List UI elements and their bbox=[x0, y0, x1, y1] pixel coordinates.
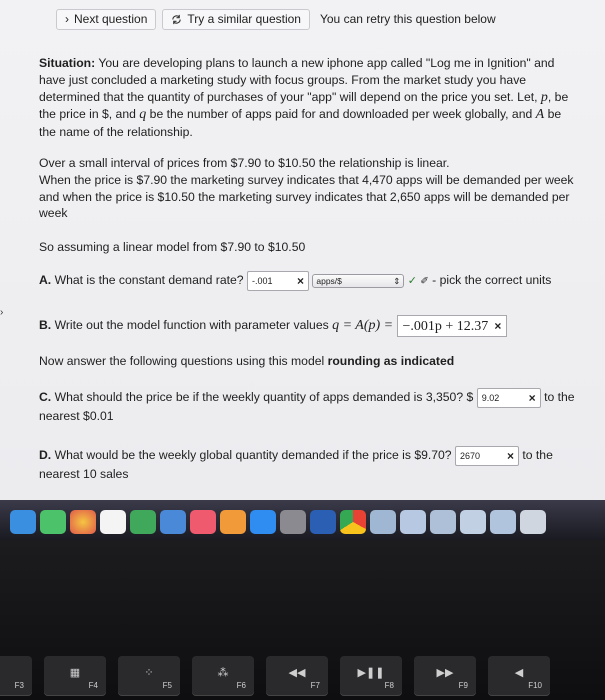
keynote-icon[interactable] bbox=[160, 510, 186, 534]
launchpad-icon: ▦ bbox=[69, 667, 81, 679]
checkmark-icon: ✓ bbox=[407, 275, 417, 288]
window-thumb-icon[interactable] bbox=[460, 510, 486, 534]
photos-icon[interactable] bbox=[70, 510, 96, 534]
word-icon[interactable] bbox=[310, 510, 336, 534]
assumption-text: So assuming a linear model from $7.90 to $10.50 bbox=[39, 240, 306, 254]
window-thumb-icon[interactable] bbox=[430, 510, 456, 534]
rewind-icon: ◀◀ bbox=[288, 667, 306, 679]
preview-icon[interactable] bbox=[370, 510, 396, 534]
key-f5: ⁘ F5 bbox=[118, 656, 180, 696]
key-f7: ◀◀ F7 bbox=[266, 656, 328, 696]
trash-icon[interactable] bbox=[520, 510, 546, 534]
chevron-right-icon: › bbox=[65, 12, 69, 26]
close-icon[interactable]: × bbox=[528, 390, 536, 405]
calendar-icon[interactable] bbox=[100, 510, 126, 534]
part-a: A. What is the constant demand rate? -.001 × apps/$ ⇕ ✓ ✐ - pick the correct units bbox=[39, 271, 551, 291]
part-d: D. What would be the weekly global quantity demanded if the price is $9.70? 2670 × to the nearest 10 sales bbox=[39, 446, 584, 483]
key-f4: ▦ F4 bbox=[44, 656, 106, 696]
part-a-answer-input[interactable]: -.001 × bbox=[247, 271, 309, 291]
situation-label: Situation: bbox=[39, 56, 96, 70]
app-store-icon[interactable] bbox=[250, 510, 276, 534]
key-f8: ▶❚❚ F8 bbox=[340, 656, 402, 696]
interval-paragraph: Over a small interval of prices from $7.90 to $10.50 the relationship is linear. When the price is $7.90 the marketing survey indicates that 4,470 apps will be demanded per week and when the price is $10.50 the marketing survey indicates that 2,650 apps will be demanded per week bbox=[39, 156, 574, 221]
chrome-icon[interactable] bbox=[340, 510, 366, 534]
books-icon[interactable] bbox=[220, 510, 246, 534]
refresh-icon bbox=[171, 14, 182, 25]
units-select[interactable]: apps/$ ⇕ bbox=[312, 274, 404, 288]
var-p: p bbox=[540, 89, 548, 105]
close-icon[interactable]: × bbox=[506, 448, 514, 463]
window-thumb-icon[interactable] bbox=[490, 510, 516, 534]
next-question-button[interactable]: › Next question bbox=[56, 9, 156, 30]
margin-arrow-icon: › bbox=[0, 307, 4, 318]
key-f3: F3 bbox=[0, 656, 32, 696]
part-b-answer-input[interactable]: −.001p + 12.37 × bbox=[397, 315, 508, 337]
try-similar-button[interactable]: Try a similar question bbox=[162, 9, 310, 30]
pencil-icon: ✐ bbox=[420, 276, 429, 288]
question-toolbar bbox=[56, 8, 496, 30]
keyboard-brightness-down-icon: ⁘ bbox=[144, 667, 154, 679]
part-c: C. What should the price be if the weekly quantity of apps demanded is 3,350? $ 9.02 × to the nearest $0.01 bbox=[39, 388, 584, 425]
messages-icon[interactable] bbox=[40, 510, 66, 534]
keyboard-brightness-up-icon: ⁂ bbox=[217, 667, 229, 679]
dock-icons bbox=[10, 510, 546, 534]
key-f9: ▶▶ F9 bbox=[414, 656, 476, 696]
var-a: A bbox=[535, 107, 545, 123]
window-thumb-icon[interactable] bbox=[400, 510, 426, 534]
situation-paragraph: Situation: You are developing plans to launch a new iphone app called "Log me in Ignition" and have just concluded a marketing study with focus groups. From the market study you have determined that the quantity of purchases of your "app" will depend on the price you set. Let, p, be the price in $, and q be the number of apps paid for and downloaded per week globally, and A be the name of the relationship. bbox=[39, 56, 569, 140]
key-f6: ⁂ F6 bbox=[192, 656, 254, 696]
retry-notice: You can retry this question below bbox=[319, 12, 496, 26]
mute-icon: ◀ bbox=[514, 667, 524, 679]
close-icon[interactable]: × bbox=[494, 318, 502, 333]
finder-icon[interactable] bbox=[10, 510, 36, 534]
select-arrows-icon: ⇕ bbox=[393, 275, 401, 286]
formula-lhs: q = A(p) = bbox=[332, 318, 394, 334]
key-f10: ◀ F10 bbox=[488, 656, 550, 696]
settings-icon[interactable] bbox=[280, 510, 306, 534]
rounding-instruction: Now answer the following questions using this model rounding as indicated bbox=[39, 354, 455, 368]
part-c-answer-input[interactable]: 9.02 × bbox=[477, 388, 541, 408]
music-icon[interactable] bbox=[190, 510, 216, 534]
part-b: B. Write out the model function with parameter values q = A(p) = −.001p + 12.37 × bbox=[39, 315, 507, 337]
fast-forward-icon: ▶▶ bbox=[436, 667, 454, 679]
numbers-icon[interactable] bbox=[130, 510, 156, 534]
close-icon[interactable]: × bbox=[296, 273, 304, 288]
play-pause-icon: ▶❚❚ bbox=[357, 667, 385, 679]
var-q: q bbox=[139, 107, 147, 123]
part-d-answer-input[interactable]: 2670 × bbox=[455, 446, 519, 466]
